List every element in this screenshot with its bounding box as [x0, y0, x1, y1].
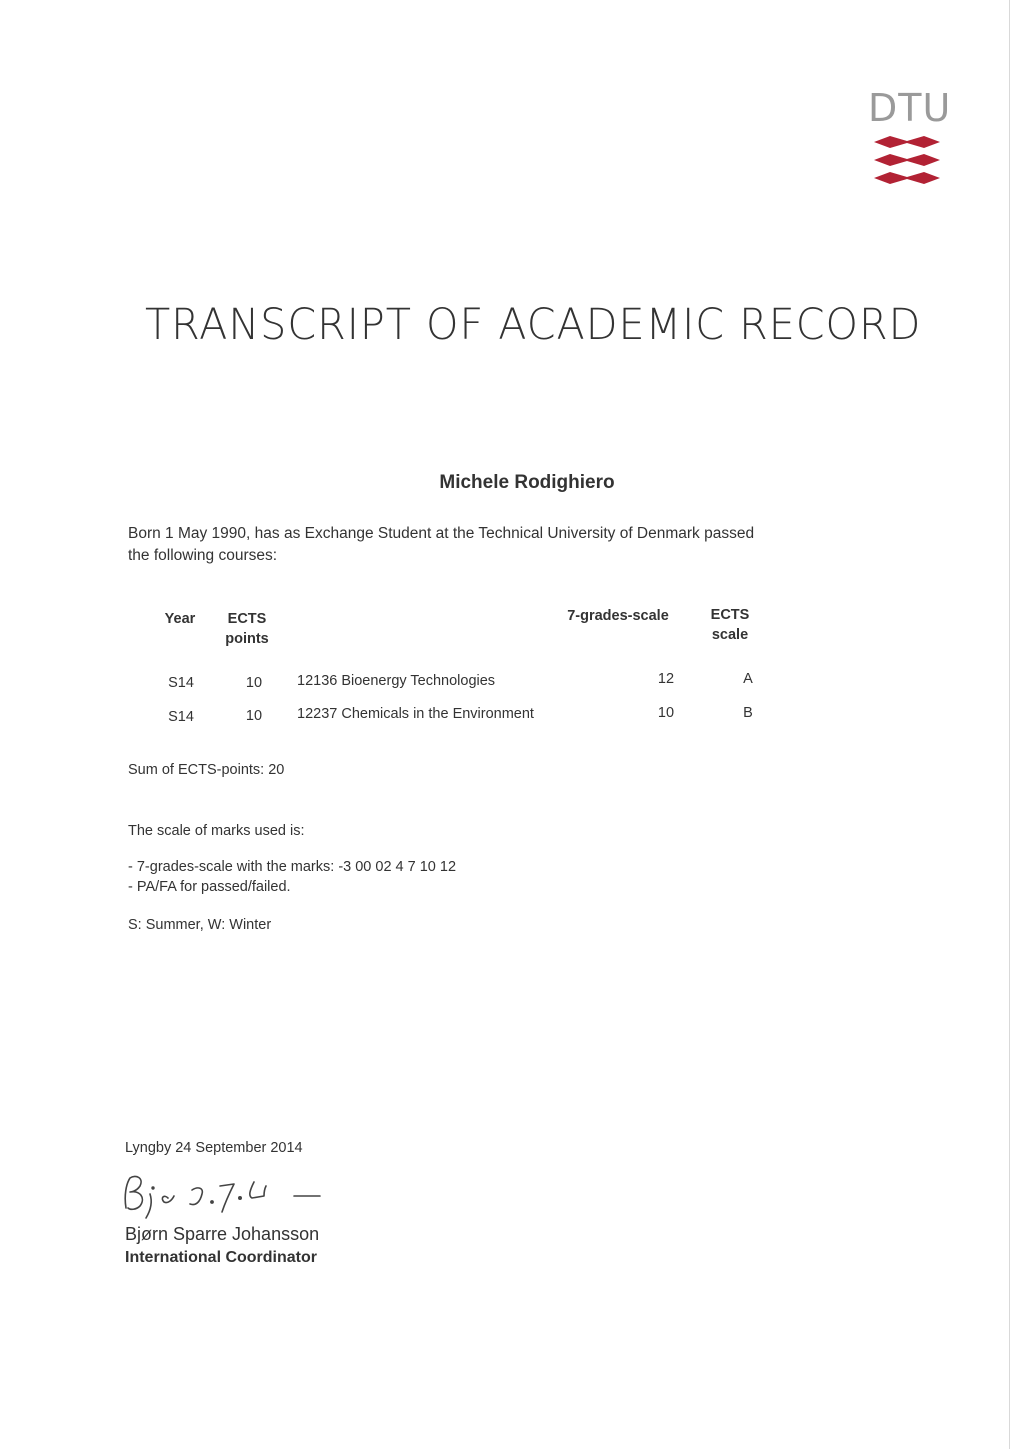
intro-line-2: the following courses: — [128, 547, 278, 564]
dtu-logo-icon — [874, 136, 940, 184]
intro-paragraph — [128, 523, 828, 567]
row-year: S14 — [168, 709, 194, 725]
row-grade7: 12 — [657, 671, 675, 687]
scale-heading: The scale of marks used is: — [128, 823, 305, 839]
header-year: Year — [164, 611, 196, 627]
scale-line-7-grades: - 7-grades-scale with the marks: -3 00 02 4 7 10 12 — [128, 859, 457, 875]
ects-sum: Sum of ECTS-points: 20 — [128, 762, 285, 778]
row-year: S14 — [168, 675, 194, 691]
header-ects-scale — [700, 605, 760, 645]
document-title: TRANSCRIPT OF ACADEMIC RECORD — [145, 300, 922, 350]
scale-line-pass-fail: - PA/FA for passed/failed. — [128, 879, 291, 895]
row-points: 10 — [245, 675, 263, 691]
header-ects-points-line1: ECTS — [227, 611, 267, 627]
logo-text: DTU — [868, 86, 952, 130]
row-points: 10 — [245, 708, 263, 724]
signer-role: International Coordinator — [125, 1249, 317, 1266]
header-7-grades-scale: 7-grades-scale — [567, 608, 669, 624]
signer-name: Bjørn Sparre Johansson — [125, 1224, 320, 1244]
dtu-logo — [868, 86, 952, 192]
header-ects-scale-line1: ECTS — [710, 607, 750, 623]
row-course: 12237 Chemicals in the Environment — [297, 706, 534, 722]
row-ects: A — [743, 671, 753, 687]
handwritten-signature — [118, 1168, 338, 1228]
row-grade7: 10 — [657, 705, 675, 721]
season-legend: S: Summer, W: Winter — [128, 917, 272, 933]
page-edge-line — [1009, 0, 1010, 1449]
header-ects-scale-line2: scale — [711, 627, 749, 643]
intro-line-1: Born 1 May 1990, has as Exchange Student at the Technical University of Denmark passed — [128, 525, 755, 542]
row-ects: B — [743, 705, 753, 721]
header-ects-points-line2: points — [225, 631, 269, 647]
student-name: Michele Rodighiero — [439, 472, 615, 493]
place-date: Lyngby 24 September 2014 — [125, 1140, 303, 1156]
row-course: 12136 Bioenergy Technologies — [297, 673, 496, 689]
header-ects-points — [218, 609, 276, 649]
